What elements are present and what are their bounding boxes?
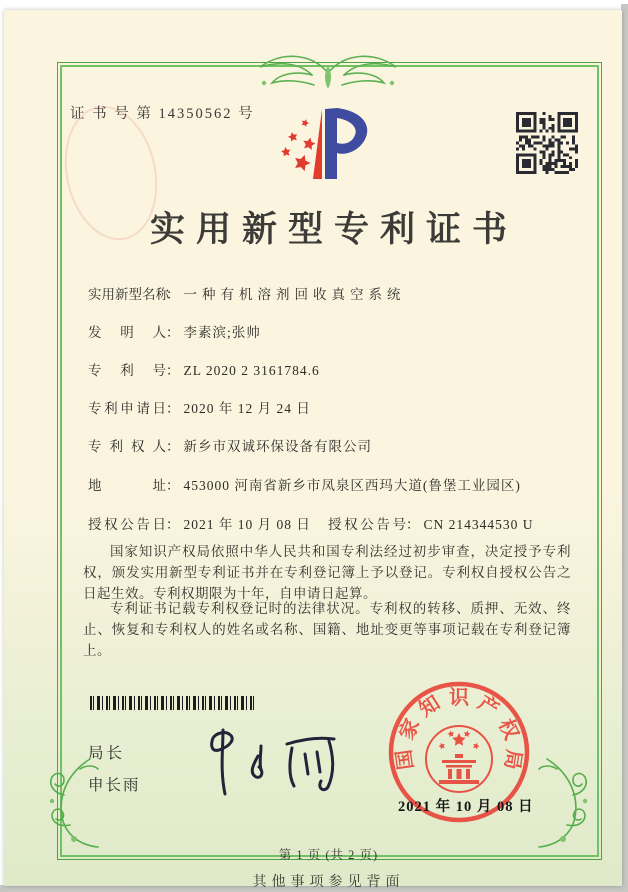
field-value: 2020 年 12 月 24 日	[183, 401, 311, 416]
colon: ：	[166, 478, 180, 493]
colon: ：	[166, 363, 180, 378]
signature-handwriting	[195, 724, 350, 802]
field-label: 地址	[88, 478, 166, 493]
field-value: 李素滨;张帅	[183, 325, 261, 340]
field-value: 453000 河南省新乡市凤泉区西玛大道(鲁堡工业园区)	[183, 478, 521, 493]
field-row-inventor	[88, 321, 261, 341]
field-label: 实用新型名称	[88, 287, 169, 302]
svg-text:识: 识	[449, 687, 469, 709]
cnipa-logo	[255, 95, 379, 199]
qr-code	[516, 112, 578, 174]
colon: ：	[166, 325, 180, 340]
signer-title: 局长	[88, 745, 126, 762]
seal-date: 2021 年 10 月 08 日	[398, 799, 534, 815]
svg-text:知: 知	[415, 691, 445, 722]
svg-text:产: 产	[473, 691, 503, 722]
colon: ：	[166, 439, 180, 454]
legal-paragraph-1: 国家知识产权局依照中华人民共和国专利法经过初步审查，决定授予专利权，颁发实用新型专利证书并在专利登记簿上予以登记。专利权自授权公告之日起生效。专利权期限为十年，自申请日起算。	[83, 544, 571, 601]
page-number: 第 1 页 (共 2 页)	[278, 848, 379, 862]
colon: ：	[166, 517, 180, 532]
back-side-note: 其他事项参见背面	[252, 875, 405, 890]
field-group-grant-no	[328, 513, 534, 533]
certificate-number: 证 书 号 第 14350562 号	[70, 106, 255, 122]
national-emblem	[426, 726, 492, 792]
field-value: CN 214344530 U	[423, 517, 534, 532]
field-label: 授权公告日	[88, 517, 166, 532]
field-value: ZL 2020 2 3161784.6	[183, 363, 320, 378]
field-label: 授权公告号	[328, 517, 406, 532]
field-value: 2021 年 10 月 08 日	[183, 517, 311, 532]
top-flourish-ornament	[248, 43, 408, 103]
field-row-name	[88, 283, 406, 303]
field-row-grant	[88, 513, 534, 533]
signer-name: 申长雨	[88, 777, 141, 794]
svg-text:局: 局	[500, 748, 525, 771]
colon: ：	[166, 401, 180, 416]
field-row-patentee	[88, 435, 372, 455]
svg-text:家: 家	[395, 715, 425, 744]
colon: ：	[406, 517, 420, 532]
corner-flourish-right	[529, 755, 597, 851]
field-label: 专利权人	[88, 439, 166, 454]
svg-text:国: 国	[393, 748, 418, 771]
certificate-page	[4, 10, 622, 890]
field-label: 专利号	[88, 363, 166, 378]
field-value: 新乡市双诚环保设备有限公司	[183, 439, 372, 454]
field-value: 一种有机溶剂回收真空系统	[183, 287, 406, 302]
field-row-patent-no	[88, 359, 320, 379]
barcode	[90, 696, 256, 710]
svg-text:权: 权	[493, 715, 523, 744]
field-label: 发明人	[88, 325, 166, 340]
legal-paragraph-2: 专利证书记载专利权登记时的法律状况。专利权的转移、质押、无效、终止、恢复和专利权人的姓名或名称、国籍、地址变更等事项记载在专利登记簿上。	[83, 601, 571, 658]
colon: ：	[166, 287, 180, 302]
field-label: 专利申请日	[88, 401, 166, 416]
certificate-title: 实用新型专利证书	[149, 210, 518, 249]
corner-flourish-left	[40, 755, 108, 851]
scan-edge-right	[621, 4, 628, 892]
field-row-filing-date	[88, 397, 311, 417]
field-row-address	[88, 474, 521, 494]
seal-text-arc	[392, 686, 525, 771]
